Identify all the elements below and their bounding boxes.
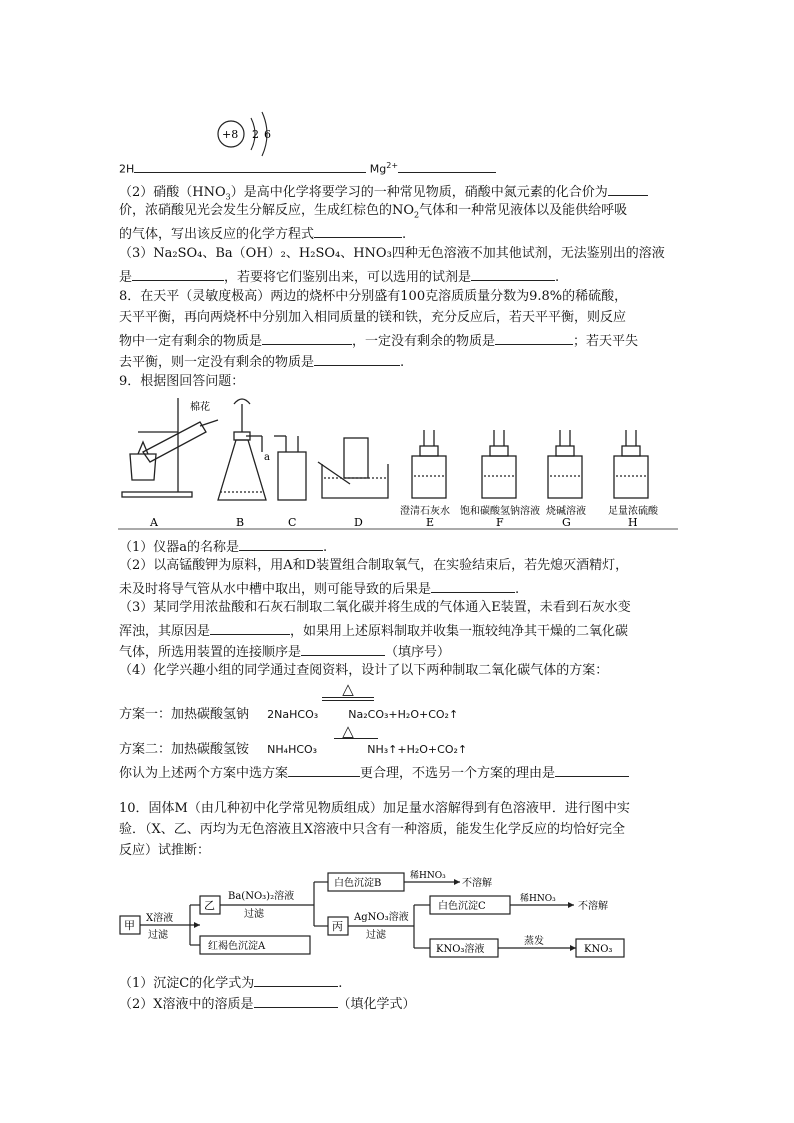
flow-dilute-hno3-2: 稀HNO₃ bbox=[520, 894, 556, 904]
q9-2-line2: 未及时将导气管从水中槽中取出，则可能导致的后果是 . bbox=[119, 578, 519, 599]
flow-white-b: 白色沉淀B bbox=[334, 878, 382, 889]
bottle-label-e: 澄清石灰水 bbox=[400, 506, 450, 517]
answer-blank[interactable] bbox=[495, 330, 573, 345]
label-a: a bbox=[264, 452, 270, 463]
answer-blank[interactable] bbox=[398, 158, 496, 173]
shell1-electrons: 2 bbox=[252, 128, 259, 141]
q9-4-answer: 你认为上述两个方案中选方案 更合理，不选另一个方案的理由是 bbox=[119, 762, 629, 783]
answer-blank[interactable] bbox=[239, 536, 323, 551]
flow-red-brown-a: 红褐色沉淀A bbox=[208, 941, 266, 952]
q9-2-line1: （2）以高锰酸钾为原料，用A和D装置组合制取氧气，在实验结束后，若先熄灭酒精灯， bbox=[119, 558, 629, 573]
q9-3-line2: 浑浊，其原因是 ，如果用上述原料制取并收集一瓶较纯净其干燥的二氧化碳 bbox=[119, 620, 628, 641]
q10-line2: 验．（X、乙、丙均为无色溶液且X溶液中只含有一种溶质，能发生化学反应的均恰好完全 bbox=[119, 822, 626, 837]
row-2h: 2H $Mg^{2+}$ bbox=[119, 157, 496, 179]
reaction-arrow-line bbox=[322, 700, 374, 701]
q7-2-line2: 价，浓硝酸见光会发生分解反应，生成红棕色的$NO_2$气体和一种常见液体以及能供给呼吸 bbox=[119, 203, 628, 220]
flow-white-c: 白色沉淀C bbox=[438, 901, 486, 912]
apparatus-label-e: E bbox=[426, 516, 435, 529]
plan2-row: 方案二：加热碳酸氢铵 NH₄HCO₃ NH₃↑+H₂O+CO₂↑ bbox=[119, 742, 468, 757]
lab-apparatus-figure bbox=[118, 392, 678, 530]
bottle-label-g: 烧碱溶液 bbox=[546, 506, 586, 517]
reaction-arrow-line bbox=[322, 697, 374, 698]
flow-bing: 丙 bbox=[332, 920, 343, 933]
apparatus-label-g: G bbox=[562, 516, 571, 529]
apparatus-label-d: D bbox=[354, 516, 363, 529]
answer-blank[interactable] bbox=[254, 993, 338, 1008]
q9-1: （1）仪器a的名称是 . bbox=[119, 536, 327, 557]
shell2-electrons: 6 bbox=[264, 128, 271, 141]
answer-blank[interactable] bbox=[431, 578, 515, 593]
q7-3-line2: 是 ，若要将它们鉴别出来，可以选用的试剂是 . bbox=[119, 266, 559, 287]
q10-1: （1）沉淀C的化学式为 . bbox=[119, 972, 342, 993]
delta-symbol: △ bbox=[342, 722, 354, 740]
nucleus-charge: +8 bbox=[222, 128, 239, 141]
flow-filter-1: 过滤 bbox=[148, 930, 168, 941]
q8-line1: 8．在天平（灵敏度极高）两边的烧杯中分别盛有100克溶质质量分数为9.8%的稀硫酸， bbox=[119, 289, 628, 304]
q8-line3: 物中一定有剩余的物质是 ，一定没有剩余的物质是 ；若天平失 bbox=[119, 330, 638, 351]
q9-title: 9．根据图回答问题： bbox=[119, 374, 245, 389]
flow-kno3: KNO₃ bbox=[584, 944, 613, 955]
q9-3-line1: （3）某同学用浓盐酸和石灰石制取二氧化碳并将生成的气体通入E装置，未看到石灰水变 bbox=[119, 600, 631, 615]
flow-evaporate: 蒸发 bbox=[524, 936, 544, 947]
flow-filter-2: 过滤 bbox=[244, 909, 264, 920]
apparatus-label-c: C bbox=[288, 516, 297, 529]
q10-flowchart bbox=[118, 868, 638, 960]
flow-yi: 乙 bbox=[204, 899, 215, 912]
answer-blank[interactable] bbox=[254, 972, 338, 987]
q9-4-intro: （4）化学兴趣小组的同学通过查阅资料，设计了以下两种制取二氧化碳气体的方案： bbox=[119, 663, 609, 678]
flow-filter-3: 过滤 bbox=[366, 930, 386, 941]
answer-blank[interactable] bbox=[288, 762, 360, 777]
flow-not-dissolve-2: 不溶解 bbox=[578, 901, 608, 912]
q7-2-line1: （2）硝酸$(HNO_3)$是高中化学将要学习的一种常见物质，硝酸中氮元素的化合价为 bbox=[119, 181, 648, 207]
apparatus-label-f: F bbox=[496, 516, 504, 529]
flow-kno3-solution: KNO₃溶液 bbox=[436, 944, 485, 955]
answer-blank[interactable] bbox=[132, 266, 224, 281]
q8-line2: 天平平衡，再向两烧杯中分别加入相同质量的镁和铁，充分反应后，若天平平衡，则反应 bbox=[119, 310, 627, 325]
apparatus-label-a: A bbox=[150, 516, 158, 529]
q7-2-line3: 的气体，写出该反应的化学方程式 . bbox=[119, 223, 406, 244]
flow-x-solution: X溶液 bbox=[146, 913, 174, 924]
delta-symbol: △ bbox=[342, 680, 354, 698]
answer-blank[interactable] bbox=[134, 158, 366, 173]
flow-ba-no3: Ba(NO₃)₂溶液 bbox=[228, 891, 295, 902]
plan1-row: 方案一：加热碳酸氢钠 2NaHCO₃ Na₂CO₃+H₂O+CO₂↑ bbox=[119, 707, 459, 722]
q10-2: （2）X溶液中的溶质是 （填化学式） bbox=[119, 993, 416, 1014]
q10-line1: 10．固体M（由几种初中化学常见物质组成）加足量水溶解得到有色溶液甲．进行图中实 bbox=[119, 801, 630, 816]
answer-blank[interactable] bbox=[262, 330, 352, 345]
answer-blank[interactable] bbox=[555, 762, 629, 777]
q7-3-line1: （3）Na₂SO₄、Ba（OH）₂、H₂SO₄、HNO₃四种无色溶液不加其他试剂，无法鉴别出的溶液 bbox=[119, 246, 665, 261]
flow-not-dissolve-1: 不溶解 bbox=[462, 878, 492, 889]
bottle-label-f: 饱和碳酸氢钠溶液 bbox=[460, 506, 540, 517]
answer-blank[interactable] bbox=[210, 620, 290, 635]
answer-blank[interactable] bbox=[471, 266, 555, 281]
apparatus-label-b: B bbox=[236, 516, 245, 529]
bottle-label-h: 足量浓硫酸 bbox=[608, 506, 658, 517]
flow-jia: 甲 bbox=[124, 919, 135, 932]
q9-3-line3: 气体，所选用装置的连接顺序是 （填序号） bbox=[119, 641, 450, 662]
flow-agno3: AgNO₃溶液 bbox=[354, 912, 409, 923]
answer-blank[interactable] bbox=[608, 181, 648, 196]
label-cotton: 棉花 bbox=[190, 402, 210, 413]
q8-line4: 去平衡，则一定没有剩余的物质是 . bbox=[119, 351, 404, 372]
answer-blank[interactable] bbox=[301, 641, 385, 656]
q10-line3: 反应）试推断： bbox=[119, 843, 211, 858]
apparatus-label-h: H bbox=[628, 516, 638, 529]
reaction-arrow-line bbox=[334, 738, 378, 739]
answer-blank[interactable] bbox=[314, 351, 400, 366]
answer-blank[interactable] bbox=[314, 223, 402, 238]
flow-dilute-hno3-1: 稀HNO₃ bbox=[410, 871, 446, 881]
